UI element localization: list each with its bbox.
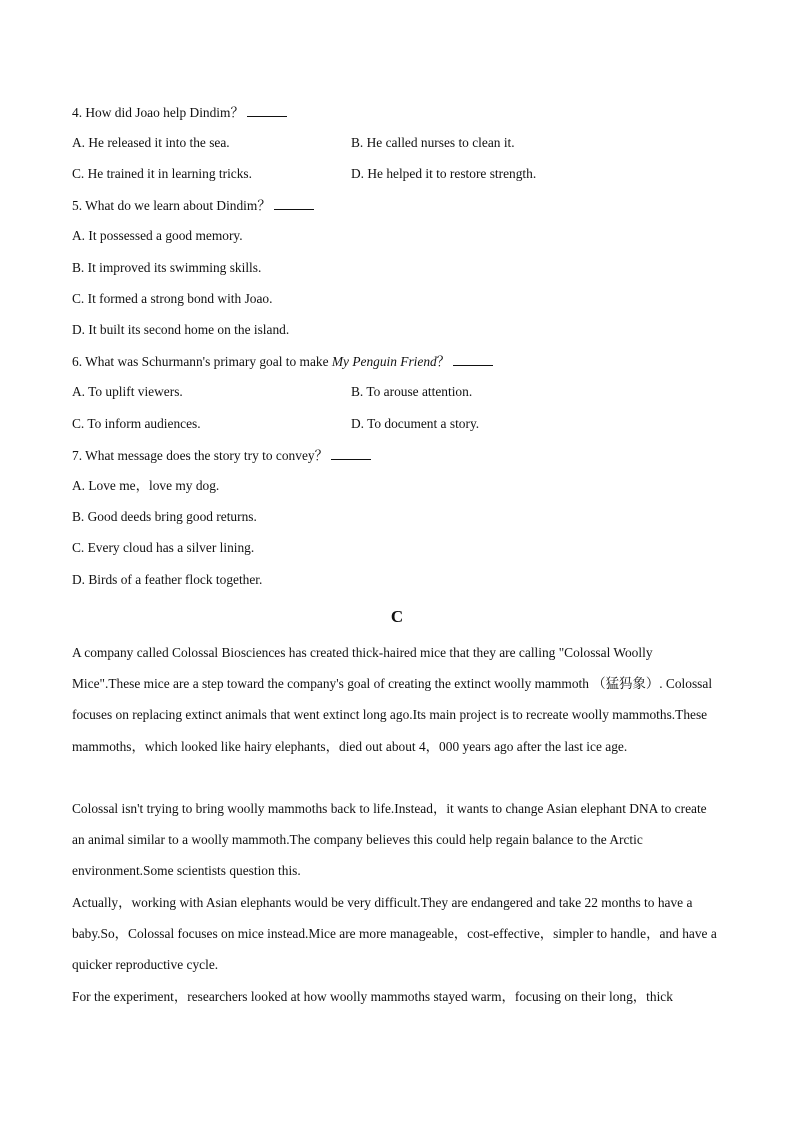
answer-blank[interactable]	[274, 197, 314, 210]
film-title: My Penguin Friend	[331, 354, 437, 369]
answer-blank[interactable]	[331, 447, 371, 460]
question-6-option-b: B. To arouse attention.	[351, 384, 473, 399]
question-4-option-d: D. He helped it to restore strength.	[351, 166, 537, 181]
answer-blank[interactable]	[247, 104, 287, 117]
question-5-option-d: D. It built its second home on the island.	[72, 322, 290, 337]
question-7-option-b: B. Good deeds bring good returns.	[72, 509, 257, 524]
question-7-stem	[72, 447, 371, 464]
question-4-option-b: B. He called nurses to clean it.	[351, 135, 515, 150]
passage-paragraph-4: For the experiment，researchers looked at how woolly mammoths stayed warm，focusing on their long，thick	[72, 989, 673, 1004]
question-stem-text: 4. How did Joao help Dindim？	[72, 105, 244, 120]
question-4-option-a: A. He released it into the sea.	[72, 135, 230, 150]
answer-blank[interactable]	[453, 353, 493, 366]
question-7-option-d: D. Birds of a feather flock together.	[72, 572, 263, 587]
question-stem-end: ？	[436, 354, 451, 369]
question-5-option-b: B. It improved its swimming skills.	[72, 260, 262, 275]
passage-paragraph-3: Actually，working with Asian elephants would be very difficult.They are endangered and take 22 months to have a baby.So，Colossal focuses on mice instead.Mice are more manageable，cost-effective，simpler to handle，and have a quicker reproductive cycle.	[72, 895, 717, 973]
question-6-option-c: C. To inform audiences.	[72, 416, 201, 431]
question-stem-text: 6. What was Schurmann's primary goal to make	[72, 354, 332, 369]
section-title: C	[390, 607, 404, 626]
question-6-option-a: A. To uplift viewers.	[72, 384, 183, 399]
question-5-stem	[72, 197, 314, 214]
question-4-option-c: C. He trained it in learning tricks.	[72, 166, 252, 181]
question-5-option-c: C. It formed a strong bond with Joao.	[72, 291, 273, 306]
passage-paragraph-2: Colossal isn't trying to bring woolly mammoths back to life.Instead，it wants to change Asian elephant DNA to create an animal similar to a woolly mammoth.The company believes this could help regain balance to the Arctic environment.Some scientists question this.	[72, 801, 707, 879]
question-7-option-a: A. Love me，love my dog.	[72, 478, 220, 493]
question-5-option-a: A. It possessed a good memory.	[72, 228, 243, 243]
question-stem-text: 5. What do we learn about Dindim？	[72, 198, 271, 213]
question-6-option-d: D. To document a story.	[351, 416, 480, 431]
question-7-option-c: C. Every cloud has a silver lining.	[72, 540, 255, 555]
question-4-stem	[72, 104, 287, 121]
question-6-stem	[72, 353, 493, 370]
passage-paragraph-1: A company called Colossal Biosciences has created thick-haired mice that they are calling "Colossal Woolly Mice".These mice are a step toward the company's goal of creating the extinct woolly mammoth （猛犸象）. Colossal focuses on replacing extinct animals that went extinct long ago.Its main project is to recreate woolly mammoths.These mammoths，which looked like hairy elephants，died out about 4，000 years ago after the last ice age.	[72, 645, 713, 754]
question-stem-text: 7. What message does the story try to convey？	[72, 448, 328, 463]
